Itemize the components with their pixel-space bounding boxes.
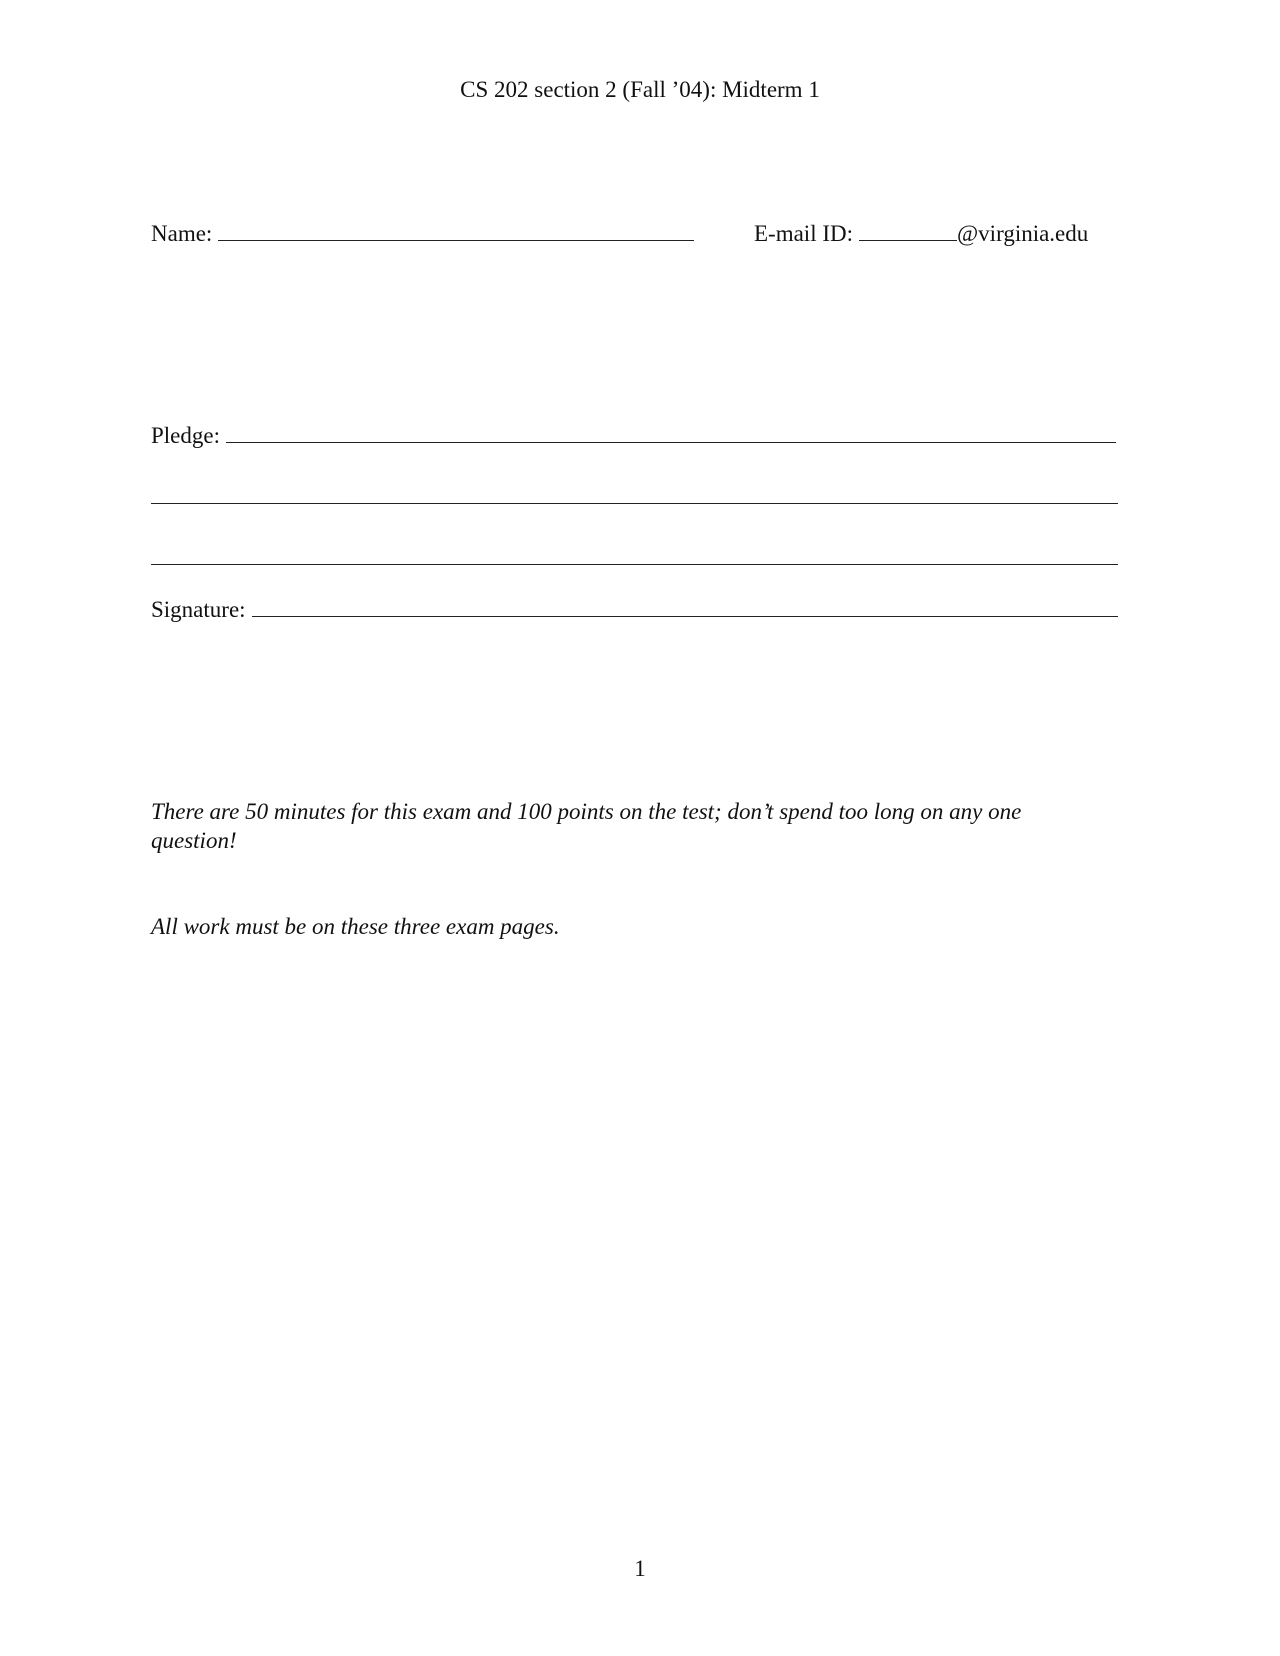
pledge-blank-line-2[interactable] <box>151 503 1118 504</box>
name-blank-line[interactable] <box>218 220 694 241</box>
pledge-field[interactable] <box>151 422 1116 451</box>
email-blank-line[interactable] <box>859 220 957 241</box>
page-title: CS 202 section 2 (Fall ’04): Midterm 1 <box>460 77 820 102</box>
page-number: 1 <box>634 1556 646 1581</box>
name-label: Name: <box>151 221 213 246</box>
instruction-time-points-cont: question! <box>151 828 237 853</box>
signature-field[interactable] <box>151 596 1118 625</box>
instruction-time-points: There are 50 minutes for this exam and 100 points on the test; don’t spend too long on any one <box>151 799 1022 824</box>
signature-label: Signature: <box>151 597 246 622</box>
email-field[interactable] <box>754 220 1088 249</box>
pledge-blank-line[interactable] <box>226 422 1116 443</box>
email-label: E-mail ID: <box>754 221 853 246</box>
pledge-label: Pledge: <box>151 423 220 448</box>
signature-blank-line[interactable] <box>252 596 1118 617</box>
name-field[interactable] <box>151 220 694 249</box>
instruction-work-pages: All work must be on these three exam pages. <box>151 914 560 939</box>
pledge-blank-line-3[interactable] <box>151 564 1118 565</box>
email-domain: @virginia.edu <box>957 221 1089 246</box>
